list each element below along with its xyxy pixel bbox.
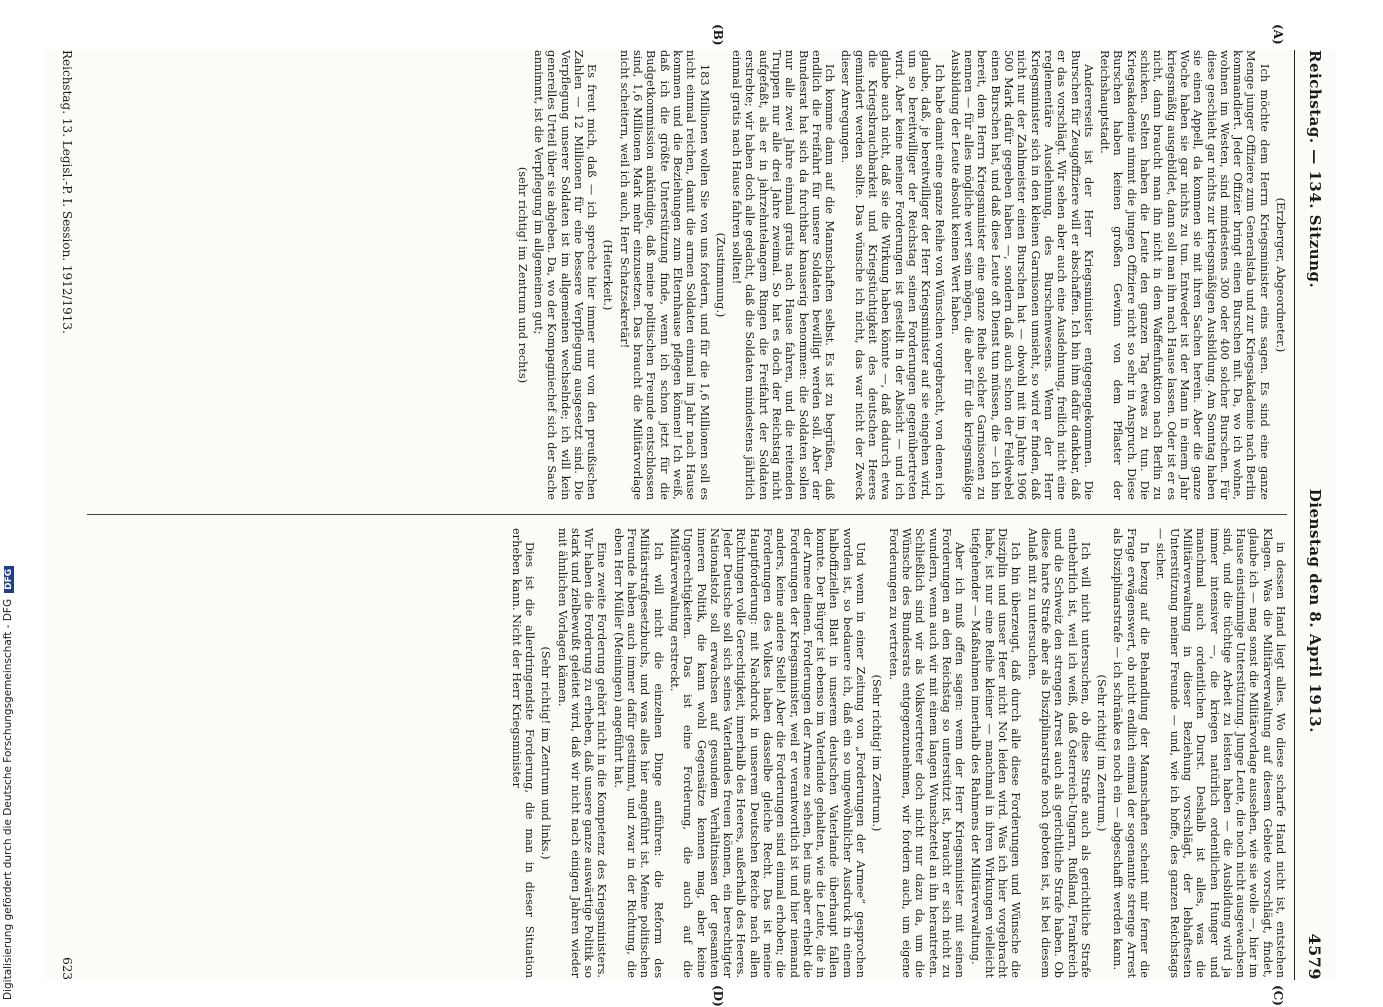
left-para-1: Ich möchte dem Herrn Kriegsminister eins sagen. Es sind eine ganze Menge junger Offiziere zum Generalstab und zur Kriegsakademie nach Berlin kommandiert. Jeder Offizier bringt einen Burschen mit. Da, wo ich wohne, wohnen im Westen, sind mindestens 300 oder 400 solcher Burschen. Für diese geschieht gar nichts zur kriegsmäßigen Ausbildung. Am Sonntag haben sie einen Appell, da kommen sie mit ihren Sachen herein. Aber die ganze Woche haben sie gar nichts zu tun. Entweder ist der Mann in einem Jahr kriegsmäßig ausgebildet, dann soll man ihn nach Hause lassen. Oder ist er es nicht, dann braucht man ihn nicht in dem Waffenfunktion nach Berlin zu schicken. Selten haben die Leute den ganzen Tag etwas zu tun. Die Kriegsakademie nimmt die jungen Offiziere nicht so sehr in Anspruch. Diese Burschen haben keinen großen Gewinn von dem Pflaster der Reichshauptstadt. (1098, 50, 1271, 500)
right-para-5: Aber ich muß offen sagen: wenn der Herr Kriegsminister mit seinen Forderungen an den Reichstag so unterstützt ist, braucht er sich nicht zu wundern, wenn auch wir mit einem langen Wunschzettel an ihn herantreten. Schließlich sind wir als Volksvertreter doch nicht nur dazu da, um die Wünsche des Bundesrats entgegenzunehmen, wir fordern auch, um eigene Forderungen zu vertreten. (886, 528, 967, 978)
dfg-logo: DFG (4, 566, 14, 593)
right-para-4: Ich bin überzeugt, daß durch alle diese Forderungen und Wünsche die Disziplin und unser Heer nicht Not leiden wird. Was ich hier vorgebracht habe, ist nur eine Reihe kleiner — manchmal in ihren Wirkungen vielleicht tiefgehender — Maßnahmen innerhalb des Rahmens der Militärverwaltung. (969, 528, 1023, 978)
marker-a: (A) (1271, 24, 1285, 45)
right-para-2: (Sehr richtig! im Zentrum.) (1095, 674, 1109, 832)
page-header (1294, 50, 1335, 980)
right-column (87, 528, 1287, 978)
marker-d: (D) (711, 985, 725, 1007)
right-para-10: (Sehr richtig! im Zentrum und links.) (539, 646, 553, 860)
left-para-4: Ich komme dann auf die Mannschaften selbst. Es ist zu begrüßen, daß endlich die Freifahrt für unsere Soldaten bewilligt werden soll. Aber der Bundesrat hat sich da furchtbar knauserig benommen: die Soldaten sollen nur alle zwei Jahre einmal gratis nach Hause fahren, und die reitenden Truppen nur alle drei Jahre zweimal. So hat es doch der Reichstag nicht aufgefaßt, als er in jahrzehntelangem Ringen die Freifahrt der Soldaten erstrebte; wir haben doch alle gedacht, daß die Soldaten mindestens jährlich einmal gratis nach Hause fahren sollten! (730, 50, 837, 500)
header-date: Dienstag den 8. April 1913. (1306, 488, 1324, 733)
dfg-credit (2, 10, 14, 1000)
right-para-6: (Sehr richtig! im Zentrum.) (870, 674, 884, 832)
left-para-3: Ich habe damit eine ganze Reihe von Wünschen vorgebracht, von denen ich glaube, daß, je bereitwilliger der Herr Kriegsminister auf sie eingehen wird, um so bereitwilliger der Reichstag seinen Forderungen gegenübertreten wird. Aber keine meiner Forderungen ist gestellt in der Absicht — und ich glaube auch nicht, daß sie die Wirkung haben könnte —, daß dadurch etwa die Kriegsbrauchbarkeit und Kriegstüchtigkeit des deutschen Heeres gemindert werden sollte. Das wünsche ich nicht, das war nicht der Zweck dieser Anregungen. (839, 50, 946, 500)
dfg-credit-text: Digitalisierung gefördert durch die Deutsche Forschungsgemeinschaft - DFG (2, 598, 14, 1000)
right-para-7: Und wenn in einer Zeitung von „Forderungen der Armee“ gesprochen worden ist, so bedauere ich, daß ein so ungewöhnlicher Ausdruck in einem halboffiziellen Blatt in unserem deutschen Vaterlande überhaupt fallen konnte. Der Bürger ist ebenso im Vaterlande gehalten, wie die Leute, die in der Armee dienen. Forderungen der Armee zu sehen, bei uns aber erhebt die Forderungen der Kriegsminister, weil er verantwortlich ist und hier niemand anders, keine andere Stelle! Aber die Forderungen sind einmal erhoben; die Forderungen des Volkes haben dasselbe gleiche Recht. Das ist meine Hauptforderung: mit Nachdruck in unserem Deutschen Reiche nach allen Richtungen volle Gerechtigkeit, innerhalb des Heeres, außerhalb des Heeres. Jeder Deutsche soll sich seines Vaterlandes freuen können, ein berechtigter Nationalstolz soll erwachsen auf gesundem Verhältnissen der gesamten inneren Politik, die kann wohl Gegensätze kennen mag, aber keine Ungerechtigkeiten. Das ist eine Forderung, die auch auf die Militärverwaltung erstreckt. (667, 528, 868, 978)
sidebar (0, 0, 20, 1000)
right-para-1: In bezug auf die Behandlung der Mannschaften scheint mir ferner die Frage erwägenswert, ob nicht endlich einmal der sogenannte strenge Arrest als Disziplinarstrafe — ich schränke es noch ein — abgeschafft werden kann. (1111, 528, 1152, 978)
marker-b: (B) (711, 24, 725, 46)
right-para-9: Eine zweite Forderung gehört nicht in die Kompetenz des Kriegsministers. Wir haben die Forderung zu erheben, daß unsere ganze auswärtige Politik so stark und zielbewußt geleitet wird, daß wir nicht nach einigen Jahren wieder mit ähnlichen Vorlagen kämen. (555, 528, 609, 978)
left-para-5: (Zustimmung.) (713, 232, 727, 318)
left-para-0: (Erzberger, Abgeordneter.) (1274, 197, 1287, 353)
left-para-6: 183 Millionen wollen Sie von uns fordern, und für die 1,6 Millionen soll es nicht einmal reichen, damit die armen Soldaten einmal im Jahr nach Hause kommen und die Beziehungen zum Elternhause pflegen können! Ich weiß, daß ich die größte Unterstützung finde, wenn ich schon jetzt für die Budgetkommission ankündige, daß meine politischen Freunde entschlossen sind, 1,6 Millionen Mark mehr einzusetzen. Das braucht die Militärvorlage nicht scheitern, weil ich auch, Herr Schatzsekretär! (617, 50, 711, 500)
rotated-page (45, 24, 1335, 1007)
left-column (87, 50, 1287, 500)
right-para-11: Dies ist die allerdringendste Forderung, die man in dieser Situation erheben kann. Nicht der Herr Kriegsminister (509, 528, 536, 978)
left-para-7: (Heiterkeit.) (601, 239, 615, 311)
marker-c: (C) (1271, 985, 1285, 1006)
header-left: Reichstag. — 134. Sitzung. (1306, 50, 1324, 289)
column-divider (87, 514, 1287, 515)
left-para-2: Andererseits ist der Herr Kriegsminister entgegengekommen. Die Burschen für Zeugoffiziere will er abschaffen. Ich bin ihm dafür dankbar, daß er das vorschlägt. Wir sehen aber auch eine Ausdehnung, freilich nicht eine reglementäre Ausdehnung, des Burschenwesens. Wenn der Herr Kriegsminister sich in den kleinen Garnisonen umsieht, so wird er finden, daß nicht nur der Zahlmeister einen Burschen hat — obwohl mit im Jahre 1906 500 Mark dafür gegeben haben —, sondern daß auch schon der Feldwebel einen Burschen hat, und daß diese Leute oft Dienst tun müssen, die — ich bin bereit, dem Herrn Kriegsminister eine ganze Reihe solcher Garnisonen zu nennen — für alles mögliche wert sein mögen, die aber für die kriegsmäßige Ausbildung der Leute absolut keinen Wert haben. (948, 50, 1095, 500)
right-para-3: Ich will nicht untersuchen, ob diese Strafe auch als gerichtliche Strafe entbehrlich ist, weil ich weiß, daß Österreich-Ungarn, Rußland, Frankreich und die Schweiz den strengen Arrest auch als gerichtliche Strafe haben. Ob diese harte Strafe aber als Disziplinarstrafe noch geboten ist, ist bei diesem Anlaß mit zu untersuchen. (1025, 528, 1092, 978)
footer-right: 623 (60, 957, 74, 980)
right-para-0: in dessen Hand liegt alles. Wo diese scharfe Hand nicht ist, entstehen Klagen. Was die Militärverwaltung auf diesem Gebiete vorschlägt, findet, glaube ich — mag sonst die Militärvorlage aussehen, wie sie wolle —, hier im Hause einstimmige Unterstützung. Junge Leute, die noch nicht ausgewachsen sind, und die tüchtige Arbeit zu leisten haben — die Ausbildung wird ja immer intensiver —, die kriegen natürlich ordentlichen Hunger und manchmal auch ordentlichen Durst. Deshalb ist alles, was die Militärverwaltung in dieser Beziehung vorschlägt, der lebhaftesten Unterstützung meiner Freunde — und, wie ich hoffe, des ganzen Reichstags — sicher. (1154, 528, 1287, 978)
footer-left: Reichstag. 13. Legisl.-P. I. Session. 1912/1913. (60, 50, 74, 334)
page-footer (55, 50, 79, 980)
right-para-8: Ich will nicht die einzelnen Dinge anführen: die Reform des Militärstrafgesetzbuchs, und was alles hier angeführt ist. Meine politischen Freunde haben auch immer dafür gestimmt, und zwar in der Richtung, die eben Herr Müller (Meiningen) angeführt hat. (611, 528, 665, 978)
page-number: 4579 (1305, 933, 1325, 980)
left-para-9: (sehr richtig! im Zentrum und rechts) (515, 166, 529, 384)
left-para-8: Es freut mich, daß — ich spreche hier immer nur von den preußischen Zahlen — 12 Millionen für eine bessere Verpflegung ausgesetzt sind. Die Verpflegung unserer Soldaten ist im allgemeinen wechselnde; ich will kein generelles Urteil über sie abgeben. Da, wo der Kompagniechef sich der Sache annimmt, ist die Verpflegung im allgemeinen gut; (531, 50, 599, 500)
